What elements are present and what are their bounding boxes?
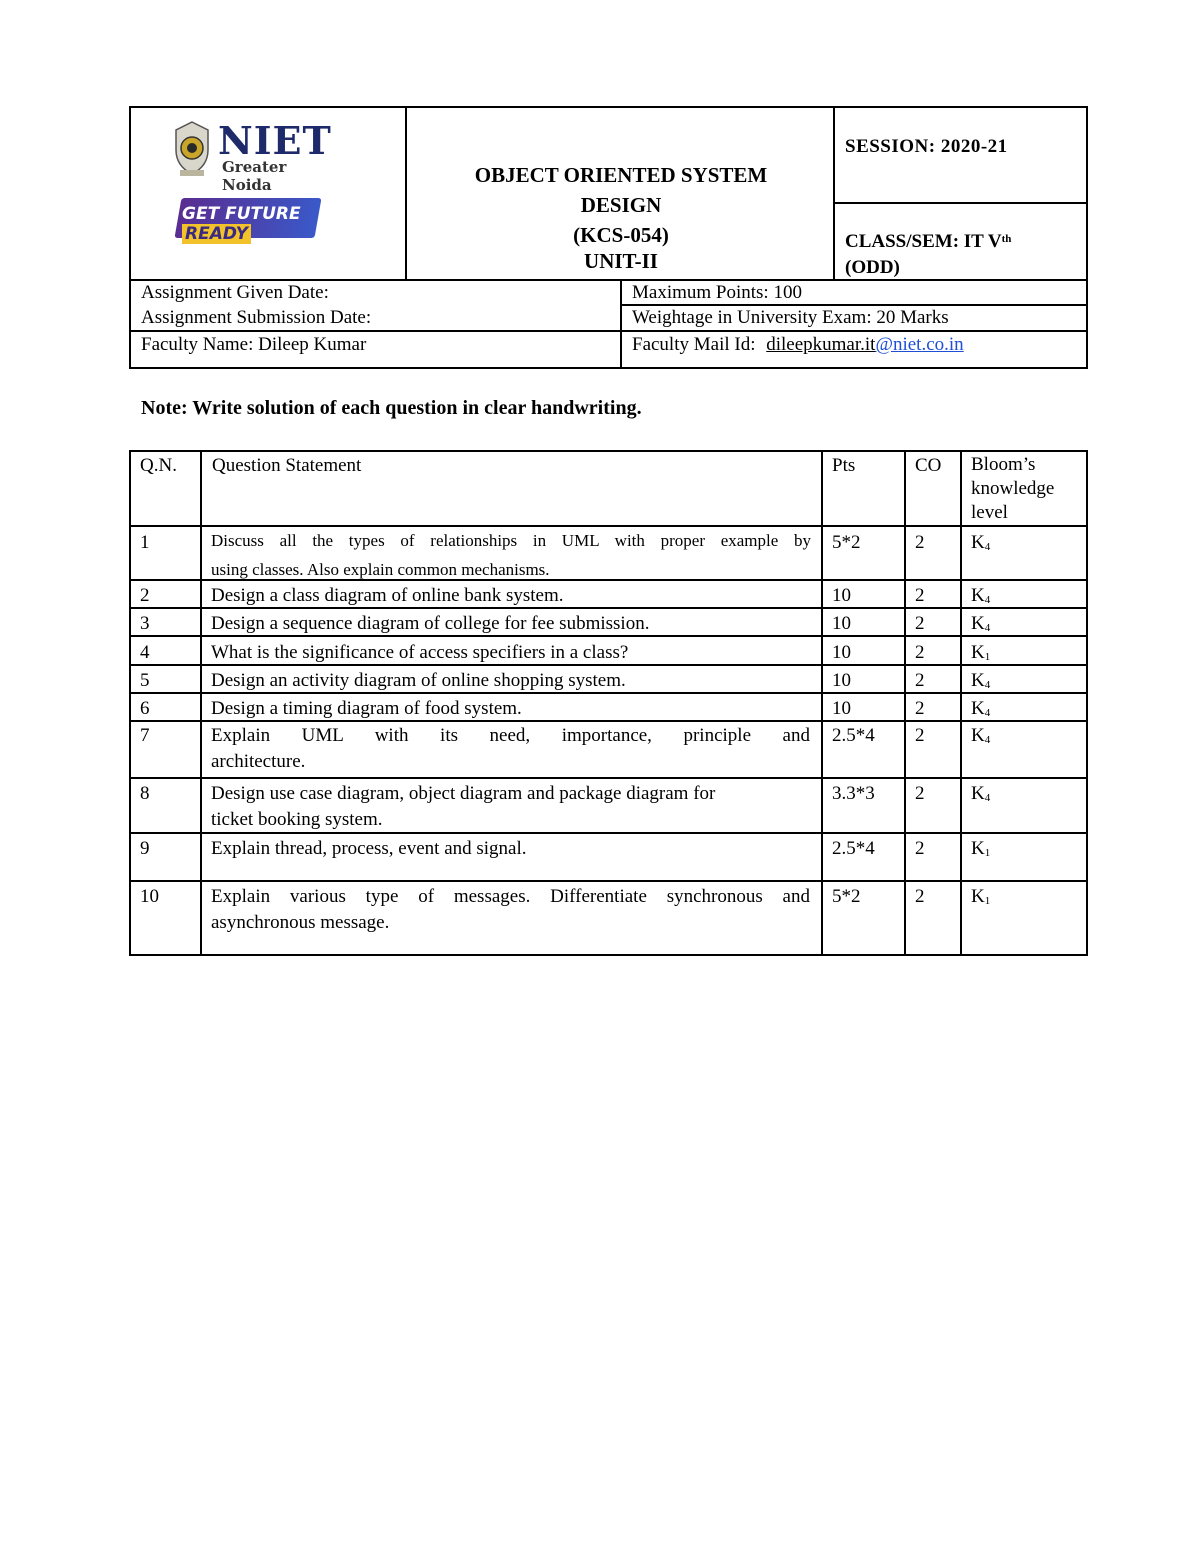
row-3-co: 2 <box>915 613 925 634</box>
given-date-label: Assignment Given Date: <box>141 282 329 303</box>
title-line-1: OBJECT ORIENTED SYSTEM <box>474 163 768 187</box>
weightage: Weightage in University Exam: 20 Marks <box>632 307 949 328</box>
logo-tagline <box>182 204 330 244</box>
class-sem <box>845 229 1011 281</box>
row-4-bloom <box>971 640 990 670</box>
logo-city: Greater Noida <box>222 158 287 194</box>
statement-line: Explain UML with its need, importance, principle and <box>211 725 810 746</box>
row-9-qn: 9 <box>140 838 150 859</box>
row-6-bloom <box>971 696 990 726</box>
class-sem-suffix: (ODD) <box>845 257 900 278</box>
row-1-statement <box>211 526 811 584</box>
row-6-qn: 6 <box>140 698 150 719</box>
header-pts: Pts <box>832 455 856 476</box>
bloom-k: K <box>971 670 985 691</box>
bloom-k: K <box>971 838 985 859</box>
header-bloom <box>971 453 1054 525</box>
row-4-statement: What is the significance of access specifiers in a class? <box>211 642 629 663</box>
row-9-pts: 2.5*4 <box>832 838 875 859</box>
mail-label: Faculty Mail Id: <box>632 334 756 355</box>
header-bloom-line: level <box>971 502 1008 523</box>
row-line <box>129 777 1088 779</box>
row-6-co: 2 <box>915 698 925 719</box>
row-10-statement <box>211 884 810 936</box>
row-8-statement <box>211 781 810 833</box>
bloom-k: K <box>971 532 985 553</box>
row-3-qn: 3 <box>140 613 150 634</box>
title-line-3: (KCS-054) <box>573 223 669 247</box>
row-3-statement: Design a sequence diagram of college for fee submission. <box>211 613 650 634</box>
row-1-pts: 5*2 <box>832 532 861 553</box>
bloom-k: K <box>971 613 985 634</box>
bloom-sub: 4 <box>984 707 991 719</box>
row-5-qn: 5 <box>140 670 150 691</box>
statement-line: ticket booking system. <box>211 809 383 830</box>
row-1-qn: 1 <box>140 532 150 553</box>
title-line-4: UNIT-II <box>584 249 658 273</box>
row-7-co: 2 <box>915 725 925 746</box>
bloom-sub: 1 <box>984 895 991 907</box>
statement-line: architecture. <box>211 751 306 772</box>
header-statement: Question Statement <box>212 455 362 476</box>
row-8-pts: 3.3*3 <box>832 783 875 804</box>
row-8-co: 2 <box>915 783 925 804</box>
bloom-sub: 4 <box>984 792 991 804</box>
row-9-co: 2 <box>915 838 925 859</box>
statement-line: using classes. Also explain common mechanisms. <box>211 560 550 579</box>
logo-tagline-2: READY <box>182 224 251 244</box>
row-5-pts: 10 <box>832 670 851 691</box>
row-7-qn: 7 <box>140 725 150 746</box>
bloom-sub: 1 <box>984 651 991 663</box>
max-points: Maximum Points: 100 <box>632 282 802 303</box>
row-2-pts: 10 <box>832 585 851 606</box>
row-5-co: 2 <box>915 670 925 691</box>
row-9-bloom <box>971 836 990 866</box>
row-5-bloom <box>971 668 990 698</box>
row-8-bloom <box>971 781 990 811</box>
row-3-bloom <box>971 611 990 641</box>
row-8-qn: 8 <box>140 783 150 804</box>
bloom-k: K <box>971 725 985 746</box>
row-5-statement: Design an activity diagram of online shopping system. <box>211 670 626 691</box>
row-7-pts: 2.5*4 <box>832 725 875 746</box>
statement-line: Discuss all the types of relationships in UML with proper example by <box>211 531 811 550</box>
statement-line: Design use case diagram, object diagram and package diagram for <box>211 783 716 804</box>
row-4-pts: 10 <box>832 642 851 663</box>
submission-date-label: Assignment Submission Date: <box>141 307 372 328</box>
header-bloom-line: knowledge <box>971 478 1055 499</box>
title-line-2: DESIGN <box>580 193 662 217</box>
bloom-sub: 4 <box>984 622 991 634</box>
bloom-sub: 4 <box>984 734 991 746</box>
course-title <box>408 160 834 276</box>
row-6-pts: 10 <box>832 698 851 719</box>
row-2-bloom <box>971 583 990 613</box>
note: Note: Write solution of each question in clear handwriting. <box>141 397 642 419</box>
crest-icon <box>172 120 212 178</box>
class-sem-prefix: CLASS/SEM: IT V <box>845 231 1002 252</box>
bloom-k: K <box>971 886 985 907</box>
row-10-qn: 10 <box>140 886 159 907</box>
row-4-co: 2 <box>915 642 925 663</box>
bloom-sub: 4 <box>984 594 991 606</box>
mail-user[interactable]: dileepkumar.it <box>766 334 876 355</box>
row-2-qn: 2 <box>140 585 150 606</box>
bloom-k: K <box>971 698 985 719</box>
faculty-name: Faculty Name: Dileep Kumar <box>141 334 367 355</box>
class-sem-sup: th <box>1001 233 1012 245</box>
meta-rule-right <box>621 304 1088 306</box>
statement-line: Explain various type of messages. Differentiate synchronous and <box>211 886 810 907</box>
row-3-pts: 10 <box>832 613 851 634</box>
header-qn: Q.N. <box>140 455 177 476</box>
row-2-statement: Design a class diagram of online bank system. <box>211 585 564 606</box>
meta-rule-full <box>129 330 1088 332</box>
row-6-statement: Design a timing diagram of food system. <box>211 698 522 719</box>
logo-brand: NIET <box>218 118 332 163</box>
row-line <box>129 880 1088 882</box>
row-4-qn: 4 <box>140 642 150 663</box>
row-10-bloom <box>971 884 990 914</box>
faculty-mail <box>632 334 964 356</box>
meta-divider <box>620 279 622 369</box>
bloom-k: K <box>971 783 985 804</box>
session-divider <box>833 202 1088 204</box>
session: SESSION: 2020-21 <box>845 136 1008 157</box>
row-10-co: 2 <box>915 886 925 907</box>
row-10-pts: 5*2 <box>832 886 861 907</box>
mail-domain-link[interactable]: @niet.co.in <box>875 334 964 355</box>
row-7-bloom <box>971 723 990 753</box>
logo-tagline-1: GET FUTURE <box>182 204 301 224</box>
row-9-statement: Explain thread, process, event and signal. <box>211 838 527 859</box>
header-bloom-line: Bloom’s <box>971 454 1036 475</box>
niet-logo <box>170 118 330 248</box>
bloom-k: K <box>971 642 985 663</box>
bloom-sub: 4 <box>984 679 991 691</box>
bloom-sub: 1 <box>984 847 991 859</box>
row-1-bloom <box>971 530 990 560</box>
header-divider-1 <box>405 106 407 280</box>
bloom-k: K <box>971 585 985 606</box>
row-7-statement <box>211 723 810 775</box>
row-1-co: 2 <box>915 532 925 553</box>
row-2-co: 2 <box>915 585 925 606</box>
bloom-sub: 4 <box>984 541 991 553</box>
header-co: CO <box>915 455 942 476</box>
statement-line: asynchronous message. <box>211 912 390 933</box>
